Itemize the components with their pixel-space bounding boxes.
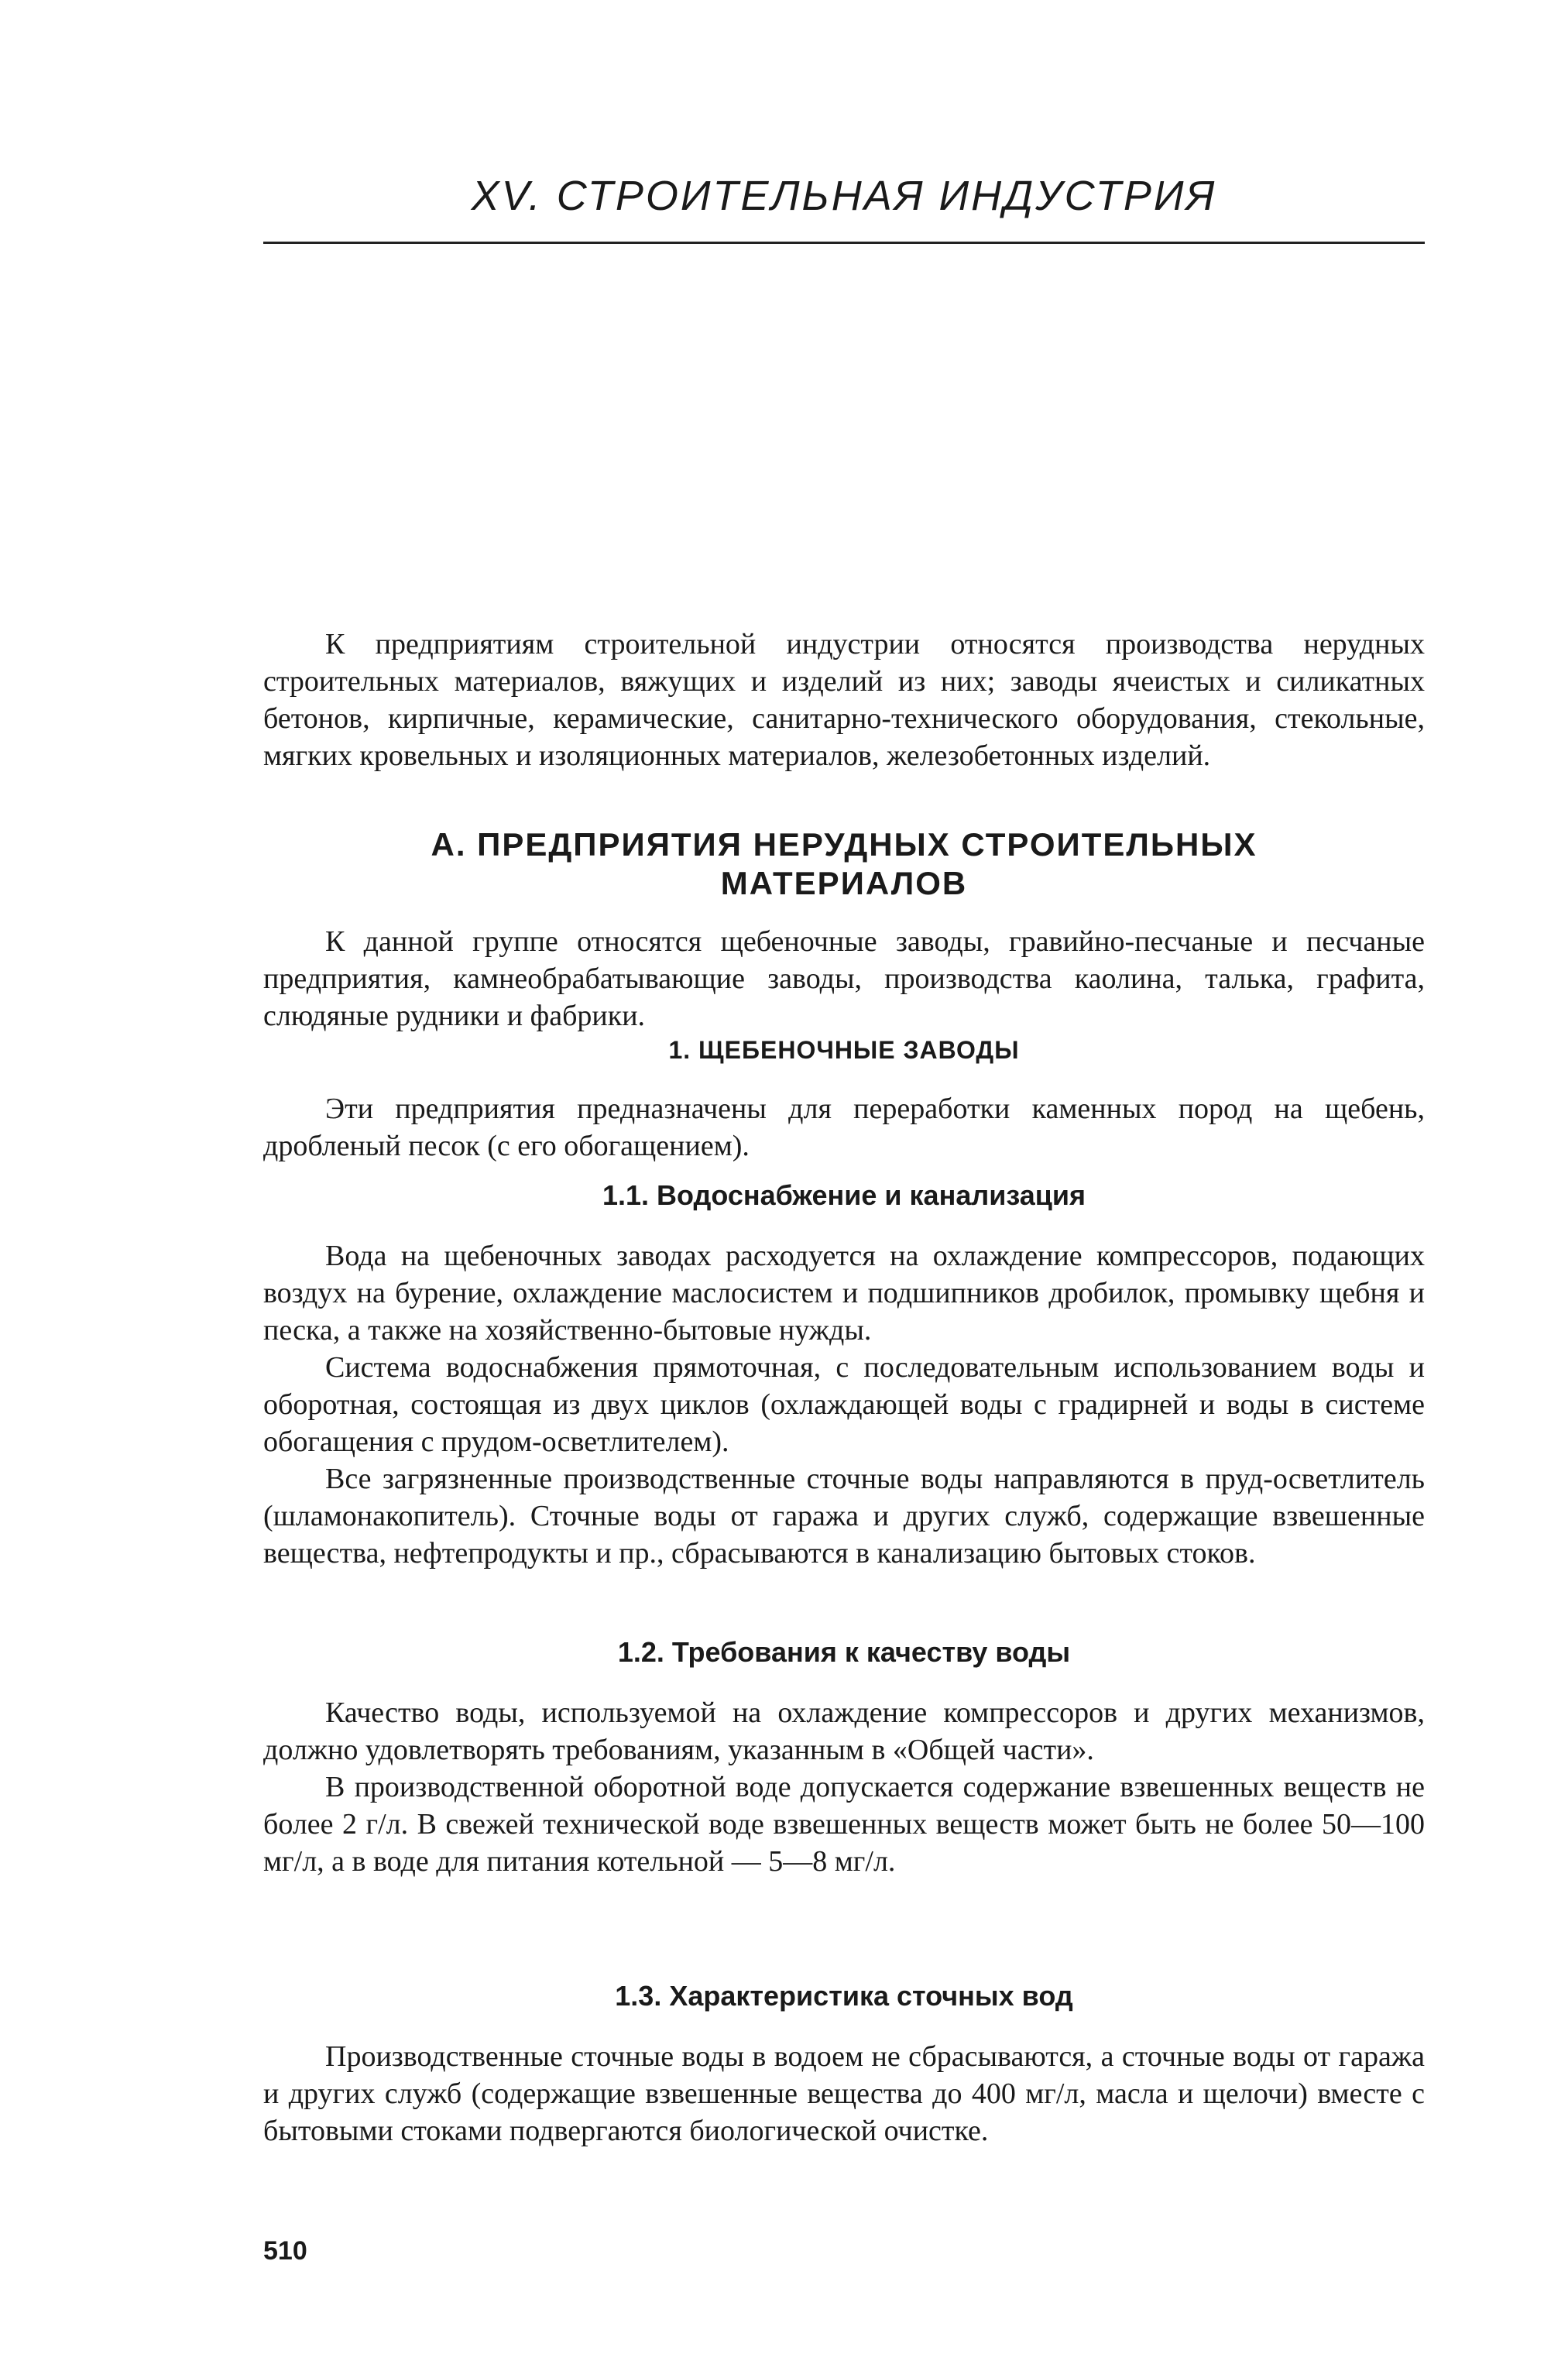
subsection-1-body bbox=[263, 1090, 1425, 1165]
section-a-heading-line1: А. ПРЕДПРИЯТИЯ НЕРУДНЫХ СТРОИТЕЛЬНЫХ bbox=[431, 826, 1257, 863]
subsection-1-2-paragraph-1: Качество воды, используемой на охлаждение компрессоров и других механизмов, должно удовлетворять требованиям, указанным в «Общей части». bbox=[263, 1697, 1425, 1766]
chapter-title: XV. СТРОИТЕЛЬНАЯ ИНДУСТРИЯ bbox=[471, 173, 1217, 219]
subsection-1-heading-block bbox=[263, 1034, 1425, 1065]
subsection-1-2-heading: 1.2. Требования к качеству воды bbox=[617, 1636, 1071, 1668]
subsection-1-2-paragraph-2: В производственной оборотной воде допускается содержание взвешенных веществ не более 2 г/л. В свежей технической воде взвешенных веществ может быть не более 50—100 мг/л, а в воде для питания котельной — 5—8 мг/л. bbox=[263, 1771, 1425, 1878]
subsection-1-paragraph: Эти предприятия предназначены для переработки каменных пород на щебень, дробленый песок (с его обогащением). bbox=[263, 1093, 1425, 1162]
subsection-1-1-paragraph-2: Система водоснабжения прямоточная, с последовательным использованием воды и оборотная, состоящая из двух циклов (охлаждающей воды с градирней и воды в системе обогащения с прудом-осветлителем). bbox=[263, 1351, 1425, 1458]
section-a-heading bbox=[263, 825, 1425, 903]
subsection-1-heading: 1. ЩЕБЕНОЧНЫЕ ЗАВОДЫ bbox=[668, 1036, 1020, 1064]
subsection-1-3-paragraph-1: Производственные сточные воды в водоем не сбрасываются, а сточные воды от гаража и других служб (содержащие взвешенные вещества до 400 мг/л, масла и щелочи) вместе с бытовыми стоками подвергаются биологической очистке. bbox=[263, 2040, 1425, 2147]
subsection-1-1-paragraph-3: Все загрязненные производственные сточные воды направляются в пруд-осветлитель (шламонакопитель). Сточные воды от гаража и других служб, содержащие взвешенные вещества, нефтепродукты и пр., сбрасываются в канализацию бытовых стоков. bbox=[263, 1463, 1425, 1570]
section-a-paragraph: К данной группе относятся щебеночные заводы, гравийно-песчаные и песчаные предприятия, камнеобрабатывающие заводы, производства каолина, талька, графита, слюдяные рудники и фабрики. bbox=[263, 925, 1425, 1032]
subsection-1-1-heading: 1.1. Водоснабжение и канализация bbox=[602, 1179, 1086, 1211]
intro-block bbox=[263, 626, 1425, 774]
subsection-1-1-paragraph-1: Вода на щебеночных заводах расходуется на охлаждение компрессоров, подающих воздух на бурение, охлаждение маслосистем и подшипников дробилок, промывку щебня и песка, а также на хозяйственно-бытовые нужды. bbox=[263, 1240, 1425, 1347]
subsection-1-3-heading: 1.3. Характеристика сточных вод bbox=[615, 1980, 1073, 2012]
section-a-body bbox=[263, 923, 1425, 1034]
subsection-1-3-heading-block bbox=[263, 1979, 1425, 2013]
subsection-1-3-body bbox=[263, 2038, 1425, 2149]
intro-paragraph: К предприятиям строительной индустрии относятся производства нерудных строительных материалов, вяжущих и изделий из них; заводы ячеистых и силикатных бетонов, кирпичные, керамические, санитарно-технического оборудования, стекольные, мягких кровельных и изоляционных материалов, железобетонных изделий. bbox=[263, 628, 1425, 772]
subsection-1-1-heading-block bbox=[263, 1178, 1425, 1213]
subsection-1-1-body bbox=[263, 1237, 1425, 1572]
page-number: 510 bbox=[263, 2236, 307, 2266]
subsection-1-2-body bbox=[263, 1694, 1425, 1880]
title-rule bbox=[263, 242, 1425, 244]
section-a-heading-line2: МАТЕРИАЛОВ bbox=[720, 865, 968, 901]
subsection-1-2-heading-block bbox=[263, 1635, 1425, 1669]
